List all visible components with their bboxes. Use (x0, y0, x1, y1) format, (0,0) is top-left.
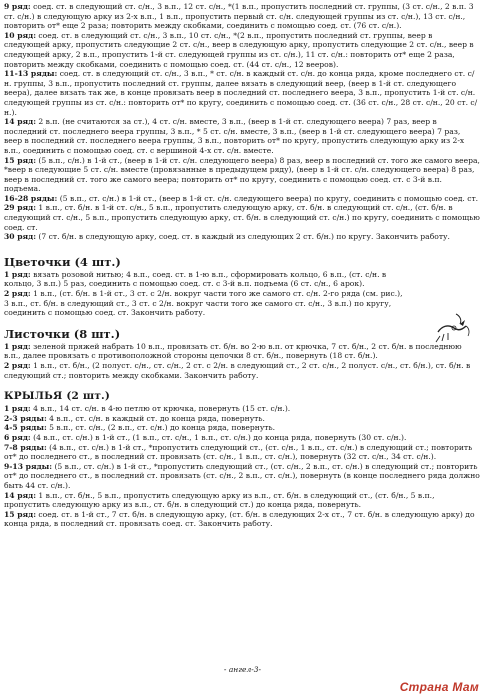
row-text: (5 в.п., с/н.) в 1-й ст., (веер в 1-й ст. с/н. следующего веера) 8 раз, веер в последний ст. того же самого веера, *веер в следующие 5 ст. с/н. вместе (провязанные в предыдущем ряду), (веер в 1-й ст. с/н. следующего веера) 8 раз, веер в последний ст. того же самого веера; повторить от* по кругу, соединить с помощью соед. ст. с 3-й в.п. подъема. (4, 155, 480, 194)
wings-heading-count: (2 шт.) (62, 390, 111, 403)
row-label: 15 ряд: (4, 509, 36, 519)
row-text: соед. ст. в 1-й ст., 7 ст. б/н. в следующую арку, (ст. б/н. в следующих 2-х ст., 7 ст. б/н. в следующую арку) до конца ряда, в последний ст. провязать соед. ст. Закончить работу. (4, 509, 475, 529)
row-paragraph (4, 433, 480, 443)
wings-section (4, 390, 480, 529)
row-paragraph (4, 156, 480, 194)
row-paragraph (4, 289, 408, 318)
row-paragraph (4, 194, 480, 204)
row-label: 16-28 ряды: (4, 193, 58, 203)
row-label: 1 ряд: (4, 341, 31, 351)
row-label: 2-3 ряды: (4, 413, 47, 423)
row-paragraph (4, 443, 480, 462)
row-text: (4 в.п., ст. с/н.) в 1-й ст., (1 в.п., ст. с/н., 1 в.п., ст. с/н.) до конца ряда, повернуть (30 ст. с/н.). (30, 432, 407, 442)
row-label: 1 ряд: (4, 269, 31, 279)
row-text: (4 в.п., ст. с/н.) в 1-й ст., *пропустить следующий ст., (ст. с/н., 1 в.п., ст. с/н.) в следующий ст.; повторить от* до последнего ст., в последний ст. провязать (ст. с/н., 1 в.п., ст. с/н.), повернуть (32 ст. с/н., 34 ст. с/н.). (4, 442, 473, 462)
wings-heading (4, 390, 480, 402)
row-label: 6 ряд: (4, 432, 31, 442)
row-label: 1 ряд: (4, 404, 31, 414)
row-label: 2 ряд: (4, 361, 31, 370)
row-label: 14 ряд: (4, 490, 36, 500)
page-footer: - ангел-3- (223, 665, 262, 674)
row-paragraph (4, 117, 480, 155)
row-text: соед. ст. в следующий ст. с/н., 3 в.п., * ст. с/н. в каждый ст. с/н. до конца ряда, кроме последнего ст. с/н. группы, 3 в.п., пропустить последний ст. группы, далее вязать в следующий веер, (веер в 1-й ст. следующего веера), далее вязать так же, в конце провязать веер в последний ст. последнего веера, 3 в.п., пропустить 1-й ст. с/н. следующей группы из ст. с/н.: повторить от* по кругу, соединить с помощью соед. ст. (36 ст. с/н., 28 ст. с/н., 20 ст. с/н.). (4, 69, 478, 117)
row-text: 1 в.п., ст. б/н. в 1-й ст. с/н., 5 в.п., пропустить следующую арку, ст. б/н. в следующий ст. с/н., (ст. б/н. в следующий ст. с/н., 5 в.п., пропустить следующую арку, ст. б/н. в следующий ст. с/н.) по кругу, соединить с помощью соед. ст. (4, 203, 480, 232)
flowers-section (4, 256, 480, 318)
row-paragraph (4, 2, 480, 31)
site-watermark: Страна Мам (399, 680, 479, 694)
flowers-heading: Цветочки (4 шт.) (4, 254, 121, 269)
row-paragraph (4, 404, 480, 414)
row-paragraph (4, 31, 480, 69)
row-text: (7 ст. б/н. в следующую арку, соед. ст. в каждый из следующих 2 ст. б/н.) по кругу. Закончить работу. (36, 232, 450, 242)
wings-heading-main: КРЫЛЬЯ (4, 390, 63, 403)
row-text: 4 в.п., ст. с/н. в каждый ст. до конца ряда, повернуть. (46, 413, 265, 423)
body-pattern-section (4, 2, 480, 242)
leaves-section (4, 328, 480, 380)
row-label: 9-13 ряды: (4, 461, 53, 471)
row-text: 1 в.п., ст. б/н., (2 полуст. с/н., ст. с/н., 2 ст. с 2/н. в следующий ст., 2 ст. с/н., 2 полуст. с/н., ст. б/н.), ст. б/н. в следующий ст.; повторить между скобками. Закончить работу. (4, 361, 471, 380)
row-text: 1 в.п., (ст. б/н. в 1-й ст., 3 ст. с 2/н. вокруг части того же самого ст. с/н. 2-го ряда (см. рис.), 3 в.п., ст. б/н. в следующий ст., 3 ст. с 2/н. вокруг части того же самого ст. с/н., 3 в.п.) по кругу, соединить с помощью соед. ст. Закончить работу. (4, 289, 403, 318)
row-paragraph (4, 491, 480, 510)
row-paragraph (4, 510, 480, 529)
row-label: 9 ряд: (4, 2, 31, 11)
row-text: соед. ст. в следующий ст. с/н., 3 в.п., 12 ст. с/н., *(1 в.п., пропустить последний ст. группы, (3 ст. с/н., 2 в.п. 3 ст. с/н.) в следующую арку из 2-х в.п., 1 в.п., пропустить первый ст. с/н. следующей группы из ст. с/н.), 13 ст. с/н., повторить от* еще 2 раза; повторить между скобками, соединить с помощью соед. ст. (76 ст. с/н.). (4, 2, 474, 31)
row-paragraph (4, 414, 480, 424)
row-label: 2 ряд: (4, 289, 31, 299)
document-page (4, 2, 480, 529)
row-text: (5 в.п., ст. с/н.) в 1-й ст., (веер в 1-й ст. с/н. следующего веера) по кругу, соединить с помощью соед. ст. (57, 193, 479, 203)
row-paragraph (4, 423, 480, 433)
row-text: 4 в.п., 14 ст. с/н. в 4-ю петлю от крючка, повернуть (15 ст. с/н.). (30, 404, 291, 414)
row-text: 5 в.п., ст. с/н., (2 в.п., ст. с/н.) до конца ряда, повернуть. (46, 423, 276, 433)
row-text: вязать розовой нитью; 4 в.п., соед. ст. в 1-ю в.п., сформировать кольцо, 6 в.п., (ст. с/н. в кольцо, 3 в.п.) 5 раз, соединить с помощью соед. ст. с 3-й в.п. подъема (6 ст. с/н., 6 арок). (4, 269, 387, 289)
row-text: (5 в.п., ст. с/н.) в 1-й ст., *пропустить следующий ст., (ст. с/н., 2 в.п., ст. с/н.) в следующий ст.; повторить от* до последнего ст., в последний ст. провязать (ст. с/н., 2 в.п., ст. с/н.), повернуть (в конце последнего ряда должно быть 44 ст. с/н.). (4, 461, 480, 490)
row-label: 11-13 ряды: (4, 69, 58, 79)
leaves-heading: Листочки (8 шт.) (4, 326, 121, 341)
row-text: 1 в.п., ст. б/н., 5 в.п., пропустить следующую арку из в.п., ст. б/н. в следующий ст., (ст. б/н., 5 в.п., пропустить следующую арку из в.п., ст. б/н. в следующий ст.) до конца ряда, повернуть. (4, 490, 435, 510)
row-paragraph (4, 69, 480, 117)
row-label: 29 ряд: (4, 203, 36, 213)
row-paragraph (4, 203, 480, 232)
row-paragraph (4, 361, 480, 380)
row-text: 2 в.п. (не считаются за ст.), 4 ст. с/н. вместе, 3 в.п., (веер в 1-й ст. следующего веера) 7 раз, веер в последний ст. последнего веера группы, 3 в.п., * 5 ст. с/н. вместе, 3 в.п., (веер в 1-й ст. следующего веера) 7 раз, веер в последний ст. последнего веера группы, 3 в.п., повторить от* по кругу, пропустить следующую арку из 2-х в.п., соединить с помощью соед. ст. с вершиной 4-х ст. с/н. вместе. (4, 117, 465, 155)
row-paragraph (4, 232, 480, 242)
row-label: 30 ряд: (4, 232, 36, 242)
row-paragraph (4, 342, 480, 361)
row-label: 4-5 ряды: (4, 423, 47, 433)
row-paragraph (4, 462, 480, 491)
row-label: 10 ряд: (4, 30, 36, 40)
row-text: зеленой пряжей набрать 10 в.п., провязать ст. б/н. во 2-ю в.п. от крючка, 7 ст. б/н., 2 ст. б/н. в последнюю в.п., далее провязать с противоположной стороны цепочки 8 ст. б/н., повернуть (18 ст. б/н.). (4, 341, 462, 361)
row-label: 14 ряд: (4, 117, 36, 127)
row-paragraph (4, 270, 408, 289)
row-label: 7-8 ряды: (4, 442, 47, 452)
row-text: соед. ст. в следующий ст. с/н., 3 в.п., 10 ст. с/н., *(2 в.п., пропустить последний ст. группы, веер в следующей арку, пропустить следующие 2 ст. с/н., веер в следующую арку, пропустить следующие 2 ст. с/н., веер в следующей арку, 2 в.п., пропустить 1-й ст. следующей группы из ст. с/н.), 11 ст. с/н.: повторить от* еще 2 раза, повторить между скобками, соединить с помощью соед. ст. (44 ст. с/н., 12 вееров). (4, 30, 474, 69)
row-label: 15 ряд: (4, 155, 36, 165)
stitch-diagram-figure (432, 306, 474, 346)
